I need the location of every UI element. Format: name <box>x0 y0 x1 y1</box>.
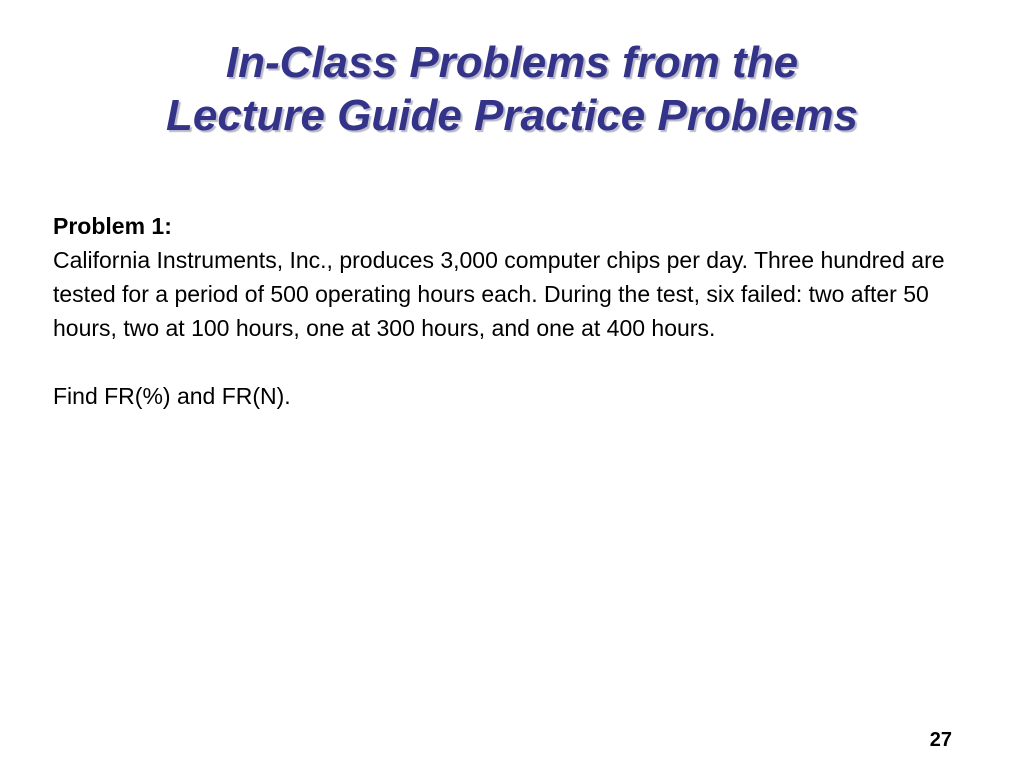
slide-title <box>0 36 1024 142</box>
page-number: 27 <box>929 729 952 751</box>
slide-title-line-2: Lecture Guide Practice Problems <box>165 91 859 140</box>
problem-question: Find FR(%) and FR(N). <box>53 383 291 409</box>
slide-title-line-1: In-Class Problems from the <box>225 38 799 87</box>
slide-body <box>53 209 983 413</box>
problem-heading: Problem 1: <box>53 213 172 239</box>
problem-statement: California Instruments, Inc., produces 3,000 computer chips per day. Three hundred are tested for a period of 500 operating hours each. During the test, six failed: two after 50 hours, two at 100 hours, one at 300 hours, and one at 400 hours. <box>53 247 945 341</box>
